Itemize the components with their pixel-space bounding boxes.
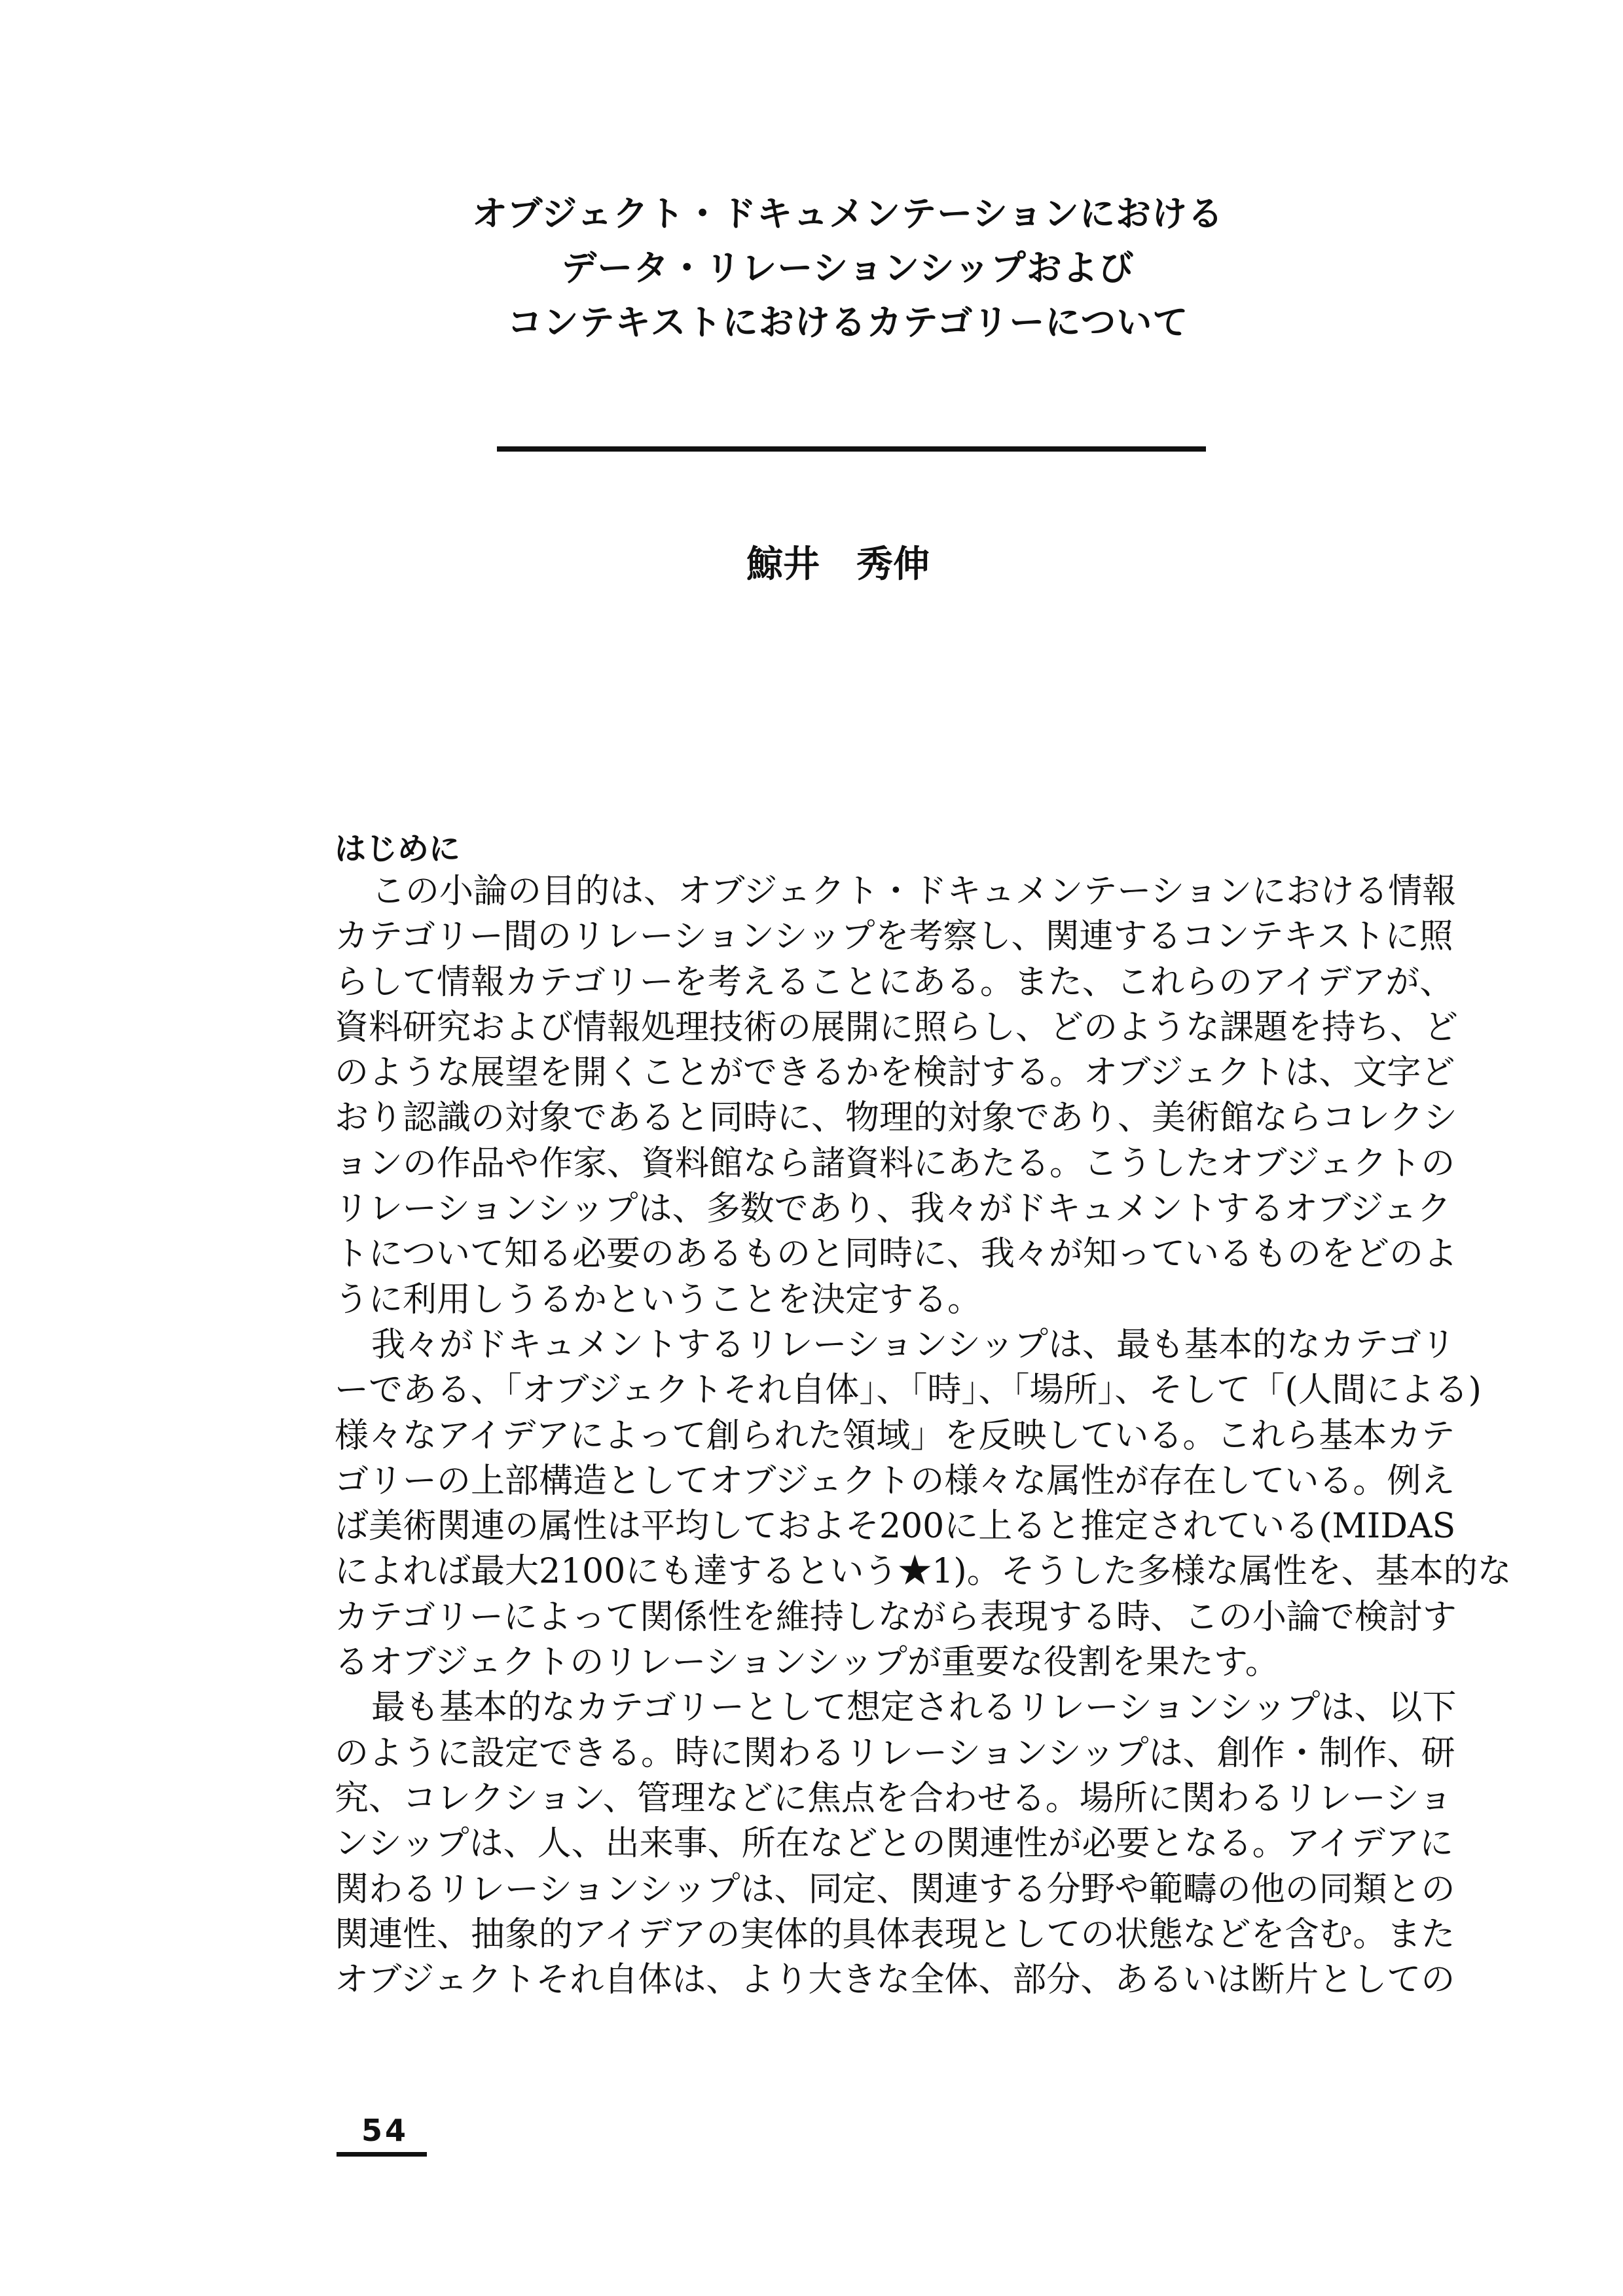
text-line: この小論の目的は、オブジェクト・ドキュメンテーションにおける情報 (371, 872, 1457, 911)
text-line: のような展望を開くことができるかを検討する。オブジェクトは、文字ど (335, 1053, 1455, 1093)
text-line: カテゴリーによって関係性を維持しながら表現する時、この小論で検討す (335, 1597, 1457, 1637)
title-divider (497, 446, 1206, 452)
text-line: のように設定できる。時に関わるリレーションシップは、創作・制作、研 (335, 1733, 1455, 1773)
text-line: 様々なアイデアによって創られた領域」を反映している。これら基本カテ (335, 1416, 1455, 1456)
text-line: ーである、「オブジェクトそれ自体」、「時」、「場所」、そして「(人間による) (335, 1371, 1482, 1410)
text-line: らして情報カテゴリーを考えることにある。また、これらのアイデアが、 (335, 962, 1454, 1002)
title-line-1: オブジェクト・ドキュメンテーションにおける (472, 193, 1224, 234)
text-line: 関わるリレーションシップは、同定、関連する分野や範疇の他の同類との (335, 1869, 1455, 1909)
page-number-underline (337, 2152, 427, 2157)
paragraph (335, 1323, 1512, 1685)
text-line: トについて知る必要のあるものと同時に、我々が知っているものをどのよ (335, 1234, 1457, 1274)
text-line: 資料研究および情報処理技術の展開に照らし、どのような課題を持ち、ど (335, 1007, 1459, 1047)
page-number: 54 (361, 2113, 409, 2148)
text-line: おり認識の対象であると同時に、物理的対象であり、美術館ならコレクシ (335, 1098, 1457, 1138)
text-line: るオブジェクトのリレーションシップが重要な役割を果たす。 (335, 1643, 1279, 1683)
text-line: ゴリーの上部構造としてオブジェクトの様々な属性が存在している。例え (335, 1461, 1455, 1501)
text-line: 最も基本的なカテゴリーとして想定されるリレーションシップは、以下 (371, 1688, 1457, 1728)
text-line: ンシップは、人、出来事、所在などとの関連性が必要となる。アイデアに (335, 1824, 1453, 1864)
title-line-3: コンテキストにおけるカテゴリーについて (507, 302, 1189, 343)
text-line: ョンの作品や作家、資料館なら諸資料にあたる。こうしたオブジェクトの (335, 1143, 1455, 1183)
section-heading: はじめに (335, 831, 461, 867)
text-line: リレーションシップは、多数であり、我々がドキュメントするオブジェク (335, 1189, 1451, 1229)
text-line: によれば最大2100にも達するという★1)。そうした多様な属性を、基本的な (335, 1552, 1512, 1592)
body-text (335, 869, 1512, 2003)
text-line: 我々がドキュメントするリレーションシップは、最も基本的なカテゴリ (371, 1325, 1455, 1365)
text-line: ば美術関連の属性は平均しておよそ200に上ると推定されている(MIDAS (335, 1507, 1456, 1547)
title-line-2: データ・リレーションシップおよび (561, 247, 1135, 289)
text-line: 関連性、抽象的アイデアの実体的具体表現としての状態などを含む。また (335, 1914, 1455, 1954)
text-line: 究、コレクション、管理などに焦点を合わせる。場所に関わるリレーショ (335, 1778, 1453, 1818)
text-line: カテゴリー間のリレーションシップを考察し、関連するコンテキストに照 (335, 917, 1453, 957)
paragraph (335, 869, 1459, 1323)
text-line: オブジェクトそれ自体は、より大きな全体、部分、あるいは断片としての (335, 1960, 1455, 2000)
text-line: うに利用しうるかということを決定する。 (335, 1280, 982, 1319)
author-name: 鯨井 秀伸 (746, 543, 930, 586)
paper-title (393, 187, 1303, 350)
paragraph (335, 1685, 1457, 2003)
